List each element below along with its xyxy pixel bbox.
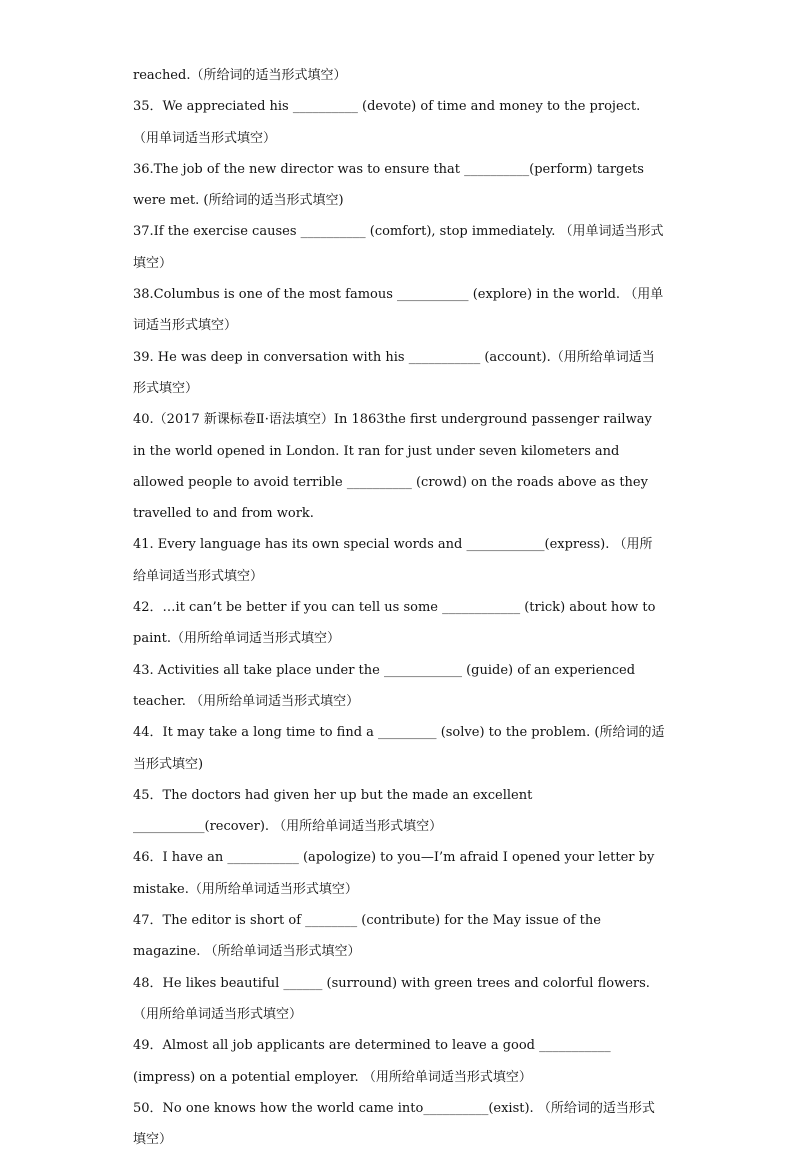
question-item: 45．The doctors had given her up but the made an excellent ___________(recover). （用所给单词适当形式填空） bbox=[133, 787, 533, 835]
question-item: 37.If the exercise causes __________ (comfort), stop immediately. （用单词适当形式填空） bbox=[133, 224, 664, 271]
question-item: 35．We appreciated his __________ (devote) of time and money to the project. （用单词适当形式填空） bbox=[133, 99, 641, 146]
question-item: 41. Every language has its own special words and ____________(express). （用所给单词适当形式填空） bbox=[133, 537, 653, 584]
question-item: 39. He was deep in conversation with his ___________ (account).（用所给单词适当形式填空） bbox=[133, 349, 655, 396]
question-item: 36.The job of the new director was to ensure that __________(perform) targets were met. (所给词的适当形式填空) bbox=[133, 161, 644, 209]
question-item: 44．It may take a long time to find a _________ (solve) to the problem. (所给词的适当形式填空) bbox=[133, 725, 665, 772]
question-item: 48．He likes beautiful ______ (surround) with green trees and colorful flowers. （用所给单词适当形式填空） bbox=[133, 975, 650, 1022]
question-item: 47．The editor is short of ________ (contribute) for the May issue of the magazine. （所给单词适当形式填空） bbox=[133, 913, 601, 960]
question-item: 42．…it can’t be better if you can tell us some ____________ (trick) about how to paint.（用所给单词适当形式填空） bbox=[133, 600, 656, 647]
question-item: 38.Columbus is one of the most famous ___________ (explore) in the world. （用单词适当形式填空） bbox=[133, 287, 664, 334]
question-item: 49．Almost all job applicants are determined to leave a good ___________ (impress) on a potential employer. （用所给单词适当形式填空） bbox=[133, 1038, 611, 1085]
question-item: 46．I have an ___________ (apologize) to you—I’m afraid I opened your letter by mistake.（用所给单词适当形式填空） bbox=[133, 850, 655, 897]
question-item: reached.（所给词的适当形式填空） bbox=[133, 68, 347, 83]
question-list bbox=[133, 60, 665, 1155]
question-item: 40.（2017 新课标卷Ⅱ·语法填空）In 1863the first underground passenger railway in the world opened in London. It ran for just under seven kilometers and allowed people to avoid terrible __________ (crowd) on the roads above as they travelled to and from work. bbox=[133, 412, 652, 522]
question-item: 43. Activities all take place under the ____________ (guide) of an experienced teacher. （用所给单词适当形式填空） bbox=[133, 662, 636, 709]
question-item: 50．No one knows how the world came into__________(exist). （所给词的适当形式填空） bbox=[133, 1100, 655, 1148]
